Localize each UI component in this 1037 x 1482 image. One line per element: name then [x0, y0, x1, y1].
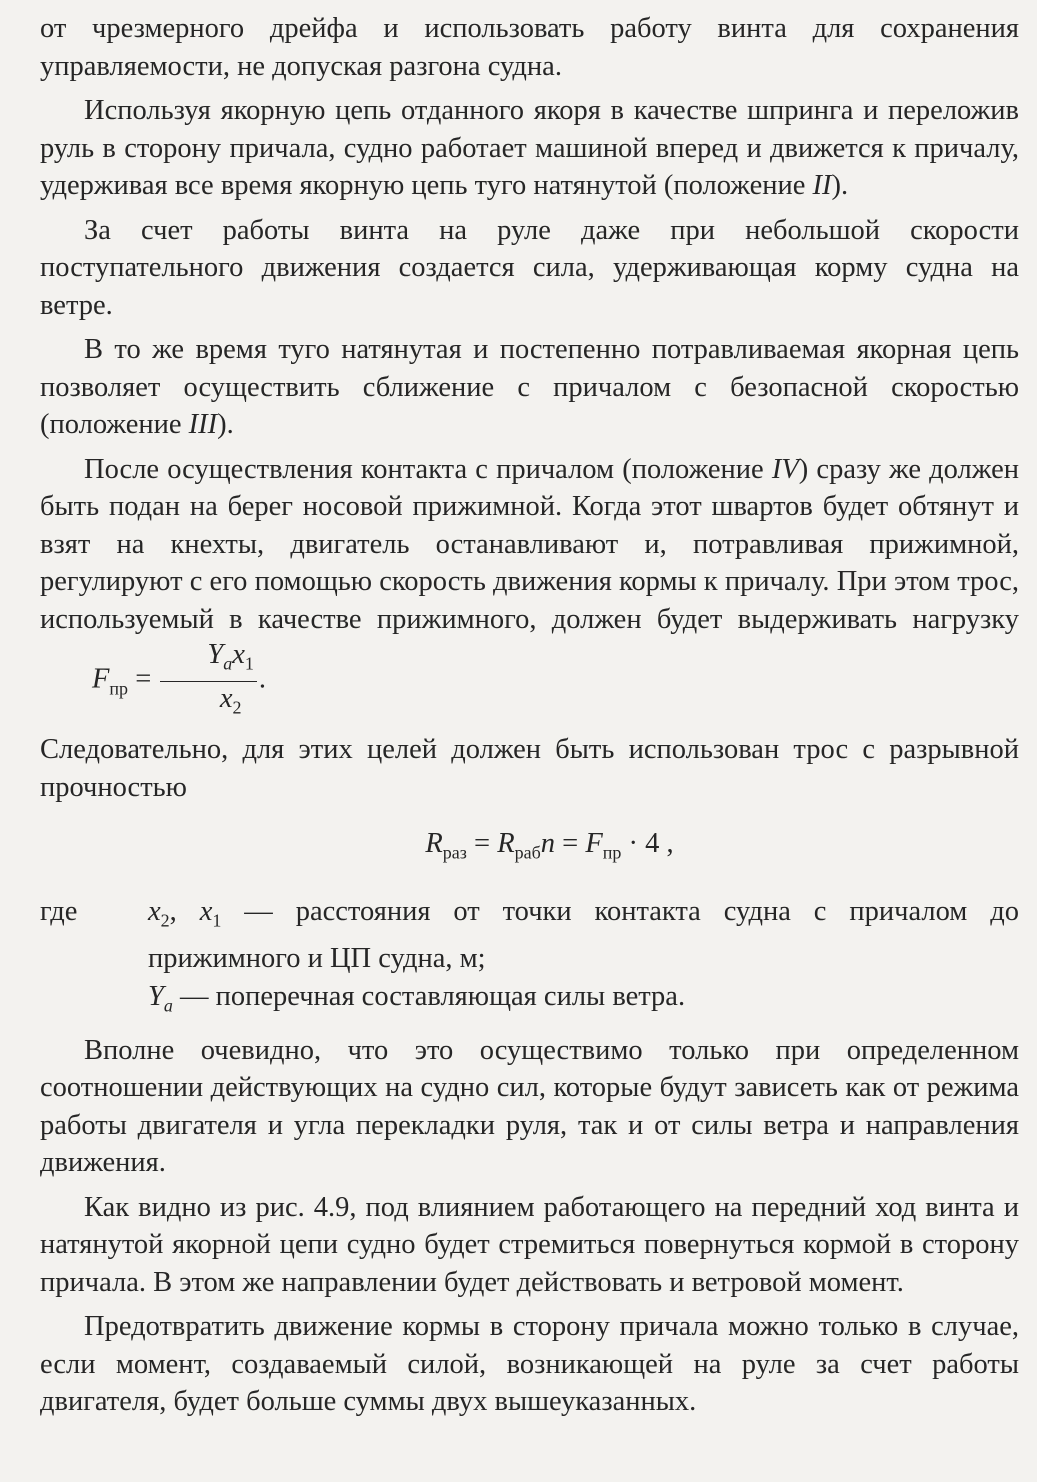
paragraph-4-tail: ).	[217, 409, 234, 440]
paragraph-6	[40, 731, 1019, 806]
paragraph-7	[40, 1032, 1019, 1182]
legend-y-definition: $Y_a$ — поперечная составляющая силы ветра.	[148, 980, 686, 1016]
legend-x-definition: $x_2$, $x_1$ — расстояния от точки контакта судна с причалом до прижимного и ЦП судна, м;	[148, 896, 1020, 975]
formula-period: .	[258, 663, 267, 695]
variable-legend	[40, 893, 1019, 1025]
paragraph-5	[40, 451, 1019, 725]
paragraph-5-tail: ) сразу же должен быть подан на берег носовой прижимной. Когда этот швартов будет обтянут и взят на кнехты, двигатель останавливают и, потравливая прижимной, регулируют с его помощью скорость движения кормы к причалу. При этом трос, используемый в качестве прижимного, должен будет выдерживать нагрузку	[40, 453, 1019, 635]
paragraph-2	[40, 92, 1019, 205]
formula-r-rab-sub: раб	[514, 843, 541, 864]
paragraph-5-text: После осуществления контакта с причалом (положение	[84, 453, 772, 485]
formula-f: F	[92, 663, 110, 695]
formula-r-rab: R	[497, 828, 515, 860]
formula-r-raz-sub: раз	[442, 843, 467, 864]
position-label-iii: III	[188, 409, 218, 440]
paragraph-8-text: Как видно из рис. 4.9, под влиянием работающего на передний ход винта и натянутой якорной цепи судно будет стремиться повернуться кормой в сторону причала. В этом же направлении будет действовать и ветровой момент.	[40, 1191, 1019, 1298]
formula-denominator: $x_2$	[219, 682, 242, 718]
formula-f-pr-sub: пр	[602, 843, 622, 864]
paragraph-3	[40, 212, 1019, 325]
formula-eq: =	[135, 663, 152, 695]
formula-fraction	[160, 638, 257, 724]
legend-where: где	[40, 896, 78, 928]
formula-r-raz: R	[425, 828, 443, 860]
paragraph-8	[40, 1189, 1019, 1302]
formula-f-sub: пр	[109, 678, 129, 699]
paragraph-2-text: Используя якорную цепь отданного якоря в качестве шпринга и переложив руль в сторону причала, судно работает машиной вперед и движется к причалу, удерживая все время якорную цепь туго натянутой (положение	[40, 95, 1019, 201]
paragraph-7-text: Вполне очевидно, что это осуществимо только при определенном соотношении действующих на судно сил, которые будут зависеть как от режима работы двигателя и угла перекладки руля, так и от силы ветра и направления движения.	[40, 1034, 1019, 1179]
breaking-strength-formula: $R_{раз} = R_{раб}n = F_{пр} \cdot 4$ ,	[425, 828, 674, 864]
paragraph-9-text: Предотвратить движение кормы в сторону причала можно только в случае, если момент, создаваемый силой, возникающей на руле за счет работы двигателя, будет больше суммы двух вышеуказанных.	[40, 1311, 1019, 1418]
paragraph-9	[40, 1308, 1019, 1421]
paragraph-6-text: Следовательно, для этих целей должен быть использован трос с разрывной прочностью	[40, 734, 1019, 803]
load-formula	[48, 638, 266, 724]
paragraph-4-text: В то же время туго натянутая и постепенно потравливаемая якорная цепь позволяет осуществить сближение с причалом с безопасной скоростью (положение	[40, 334, 1019, 440]
formula-times-four: · 4 ,	[621, 828, 674, 860]
paragraph-4	[40, 331, 1019, 444]
paragraph-2-tail: ).	[831, 170, 849, 201]
paragraph-1-text: от чрезмерного дрейфа и использовать работу винта для сохранения управляемости, не допуская разгона судна.	[40, 13, 1019, 82]
formula-f-pr: F	[585, 828, 603, 860]
formula-numerator: $Y_ax_1$	[160, 638, 257, 682]
position-label-ii: II	[812, 170, 832, 201]
position-label-iv: IV	[771, 453, 799, 485]
paragraph-3-text: За счет работы винта на руле даже при небольшой скорости поступательного движения создается сила, удерживающая корму судна на ветре.	[40, 214, 1019, 321]
paragraph-1	[40, 10, 1019, 85]
formula-n: n	[540, 828, 556, 860]
